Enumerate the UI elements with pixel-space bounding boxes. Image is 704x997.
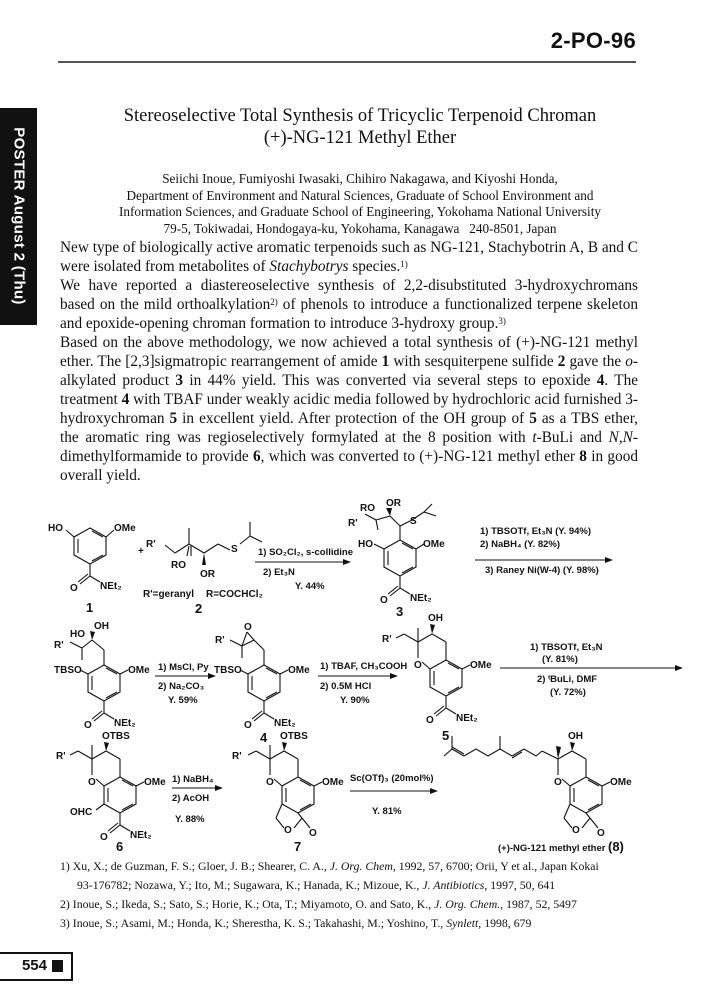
journal: J. Antibiotics bbox=[422, 878, 485, 892]
journal: Synlett bbox=[446, 916, 479, 930]
journal: J. Org. Chem. bbox=[434, 897, 501, 911]
condition: 1) MsCl, Py bbox=[158, 662, 209, 673]
compound-7-structure bbox=[232, 731, 344, 854]
text: of phenols to introduce a functionalized terpene skeleton and epoxide-opening chroman formation to introduce 3-hydroxy group. bbox=[60, 296, 638, 332]
label: OHC bbox=[70, 807, 93, 818]
label: O bbox=[309, 828, 317, 839]
author-names: Seiichi Inoue, Fumiyoshi Iwasaki, Chihiro Nakagawa, and Kiyoshi Honda, bbox=[162, 171, 558, 186]
compound-ref: 6 bbox=[253, 448, 261, 465]
italic-t: t bbox=[532, 429, 537, 446]
label: TBSO bbox=[214, 665, 242, 676]
label: OMe bbox=[322, 777, 344, 788]
compound-number: 4 bbox=[260, 730, 268, 745]
reference-1 bbox=[60, 857, 680, 876]
label: RO bbox=[171, 560, 186, 571]
label: O bbox=[597, 828, 605, 839]
text: in excellent yield. After protection of the OH group of bbox=[177, 410, 530, 427]
condition: 1) SO₂Cl₂, s-collidine bbox=[258, 547, 354, 558]
label: OR bbox=[200, 569, 215, 580]
label: O bbox=[100, 832, 108, 843]
label: OH bbox=[428, 613, 443, 624]
compound-3-structure bbox=[348, 498, 445, 619]
label: HO bbox=[70, 629, 85, 640]
side-tab bbox=[0, 108, 37, 325]
abstract-body bbox=[60, 238, 638, 485]
text: species. bbox=[348, 258, 401, 275]
ref-text: , 1997, 50, 641 bbox=[484, 878, 556, 892]
label: R' bbox=[56, 751, 66, 762]
paper-title bbox=[60, 105, 660, 149]
compound-ref: 3 bbox=[175, 372, 184, 389]
text: , which was converted to (+)-NG-121 methyl ether bbox=[260, 448, 580, 465]
compound-number: 5 bbox=[442, 728, 450, 743]
ref-text: , 1987, 52, 5497 bbox=[500, 897, 577, 911]
label: O bbox=[414, 660, 422, 671]
text: gave the bbox=[565, 353, 626, 370]
compound-name: (+)-NG-121 methyl ether bbox=[498, 843, 606, 854]
label: O bbox=[554, 777, 562, 788]
condition: 2) 0.5M HCl bbox=[320, 681, 372, 692]
reference-3 bbox=[60, 914, 680, 933]
affiliation-2: Information Sciences, and Graduate School of Engineering, Yokohama National University bbox=[119, 204, 601, 219]
ref-text: 1) Xu, X.; de Guzman, F. S.; Gloer, J. B.; Shearer, C. A., bbox=[60, 859, 330, 873]
arrowhead bbox=[430, 788, 438, 794]
compound-number: 7 bbox=[294, 839, 302, 854]
arrowhead bbox=[605, 557, 613, 563]
condition: 2) NaBH₄ (Y. 82%) bbox=[480, 539, 561, 550]
compound-ref: 1 bbox=[381, 353, 390, 370]
compound-8-structure bbox=[444, 731, 632, 854]
italic-nn: N,N bbox=[608, 429, 633, 446]
condition: 1) TBSOTf, Et₃N bbox=[530, 642, 603, 653]
label: NEt₂ bbox=[114, 718, 136, 729]
compound-number: 6 bbox=[116, 839, 124, 854]
label: NEt₂ bbox=[100, 581, 122, 592]
ref-text: 2) Inoue, S.; Ikeda, S.; Sato, S.; Horie, K.; Ota, T.; Miyamoto, O. and Sato, K., bbox=[60, 897, 435, 911]
label: O bbox=[84, 720, 92, 731]
compound-ref: 2 bbox=[557, 353, 566, 370]
label: OMe bbox=[114, 523, 136, 534]
text: with sesquiterpene sulfide bbox=[389, 353, 558, 370]
label: O bbox=[88, 777, 96, 788]
header-rule bbox=[58, 61, 636, 63]
text: -dimethylformamide to provide bbox=[60, 429, 638, 465]
compound-number: 2 bbox=[195, 601, 203, 616]
label: OTBS bbox=[280, 731, 308, 742]
label: NEt₂ bbox=[410, 593, 432, 604]
label: R=COCHCl₂ bbox=[206, 589, 263, 600]
arrowhead bbox=[390, 673, 398, 679]
label: OH bbox=[94, 621, 109, 632]
ref-marker: 1) bbox=[400, 259, 408, 269]
references bbox=[60, 857, 680, 933]
label: O bbox=[244, 622, 252, 633]
reference-1-cont bbox=[60, 876, 680, 895]
label: O bbox=[266, 777, 274, 788]
text: with TBAF under weakly acidic media followed by hydrochloric acid furnished 3-hydroxychroman bbox=[60, 391, 638, 427]
compound-2-structure bbox=[143, 522, 263, 616]
ref-text: 93-176782; Nozawa, Y.; Ito, M.; Sugawara, K.; Hanada, K.; Mizoue, K., bbox=[77, 878, 423, 892]
label: OMe bbox=[144, 777, 166, 788]
label: RO bbox=[360, 503, 375, 514]
condition: 3) Raney Ni(W-4) (Y. 98%) bbox=[485, 565, 599, 576]
label: S bbox=[410, 516, 417, 527]
italic-o: o bbox=[625, 353, 633, 370]
condition: 1) TBSOTf, Et₃N (Y. 94%) bbox=[480, 526, 592, 537]
compound-ref: 4 bbox=[121, 391, 130, 408]
label: NEt₂ bbox=[456, 713, 478, 724]
label: OMe bbox=[288, 665, 310, 676]
label: OMe bbox=[610, 777, 632, 788]
yield: (Y. 81%) bbox=[542, 654, 578, 665]
ref-text: , 1998, 679 bbox=[478, 916, 532, 930]
yield: (Y. 72%) bbox=[550, 687, 586, 698]
label: NEt₂ bbox=[274, 718, 296, 729]
compound-number: (8) bbox=[608, 839, 624, 854]
condition: 1) TBAF, CH₃COOH bbox=[320, 661, 408, 672]
text: Based on the above methodology, we now achieved a total synthesis of (+)-NG-121 methyl ether. The [2,3]sigmatropic rearrangement of amide bbox=[60, 334, 638, 370]
text: as a TBS ether, the aromatic ring was regioselectively formylated at the 8 position with bbox=[60, 410, 639, 446]
page-number: 554 bbox=[21, 957, 47, 974]
label: O bbox=[426, 715, 434, 726]
compound-1-structure bbox=[48, 523, 136, 615]
paragraph-2 bbox=[60, 276, 638, 333]
label: OTBS bbox=[102, 731, 130, 742]
text: We have reported a diastereoselective synthesis of 2,2-disubstituted 3-hydroxychromans based on the mild orthoalkylation bbox=[60, 277, 638, 313]
ref-marker: 2) bbox=[270, 297, 278, 307]
condition: 2) Et₃N bbox=[263, 567, 295, 578]
reaction-scheme bbox=[48, 498, 700, 854]
species-name: Stachybotrys bbox=[269, 258, 349, 275]
label: OMe bbox=[423, 539, 445, 550]
label: R' bbox=[348, 518, 358, 529]
diol-structure bbox=[54, 621, 150, 731]
reference-2 bbox=[60, 895, 680, 914]
label: S bbox=[231, 544, 238, 555]
label: R' bbox=[146, 539, 156, 550]
journal: J. Org. Chem bbox=[329, 859, 393, 873]
label: O bbox=[284, 825, 292, 836]
side-tab-label: POSTER August 2 (Thu) bbox=[10, 127, 28, 305]
text: -BuLi and bbox=[536, 429, 609, 446]
yield: Y. 88% bbox=[175, 814, 205, 825]
condition: 2) ᵗBuLi, DMF bbox=[537, 674, 598, 685]
compound-number: 3 bbox=[396, 604, 404, 619]
paragraph-1 bbox=[60, 238, 638, 276]
label: R' bbox=[54, 640, 64, 651]
label: O bbox=[70, 583, 78, 594]
arrowhead bbox=[675, 665, 683, 671]
poster-code: 2-PO-96 bbox=[550, 28, 636, 53]
authors-block bbox=[60, 171, 660, 237]
label: O bbox=[244, 720, 252, 731]
ref-text: , 1992, 57, 6700; Orii, Y et al., Japan Kokai bbox=[392, 859, 599, 873]
compound-ref: 8 bbox=[579, 448, 587, 465]
address: 79-5, Tokiwadai, Hondogaya-ku, Yokohama, Kanagawa 240-8501, Japan bbox=[163, 220, 557, 236]
ref-marker: 3) bbox=[498, 316, 506, 326]
text: in 44% yield. This was converted via several steps to epoxide bbox=[183, 372, 597, 389]
text: . The treatment bbox=[60, 372, 639, 408]
arrowhead bbox=[215, 785, 223, 791]
condition: 2) Na₂CO₃ bbox=[158, 681, 205, 692]
condition: 1) NaBH₄ bbox=[172, 774, 214, 785]
label: R' bbox=[382, 634, 392, 645]
yield: Y. 44% bbox=[295, 581, 325, 592]
label: R' bbox=[215, 635, 225, 646]
yield: Y. 59% bbox=[168, 695, 198, 706]
ref-text: 3) Inoue, S.; Asami, M.; Honda, K.; Sherestha, K. S.; Takahashi, M.; Yoshino, T., bbox=[60, 916, 447, 930]
compound-6-structure bbox=[56, 731, 166, 854]
compound-ref: 4 bbox=[596, 372, 605, 389]
label: OMe bbox=[128, 665, 150, 676]
text: in good overall yield. bbox=[60, 448, 639, 484]
black-square-marker bbox=[52, 960, 63, 972]
yield: Y. 81% bbox=[372, 806, 402, 817]
paragraph-3 bbox=[60, 333, 638, 485]
row-3 bbox=[56, 731, 632, 854]
label: R'=geranyl bbox=[143, 589, 195, 600]
condition: Sc(OTf)₃ (20mol%) bbox=[350, 773, 434, 784]
label: OH bbox=[568, 731, 583, 742]
title-line-2: (+)-NG-121 Methyl Ether bbox=[263, 128, 457, 148]
label: R' bbox=[232, 751, 242, 762]
label: HO bbox=[358, 539, 373, 550]
compound-ref: 5 bbox=[529, 410, 537, 427]
compound-4-structure bbox=[214, 622, 310, 745]
label: TBSO bbox=[54, 665, 82, 676]
text: -alkylated product bbox=[60, 353, 638, 389]
condition: 2) AcOH bbox=[172, 793, 210, 804]
arrowhead bbox=[343, 559, 351, 565]
title-line-1: Stereoselective Total Synthesis of Tricyclic Terpenoid Chroman bbox=[123, 106, 597, 126]
text: New type of biologically active aromatic terpenoids such as NG-121, Stachybotrin A, B and C were isolated from metabolites of bbox=[60, 239, 638, 275]
compound-5-structure bbox=[382, 613, 492, 743]
compound-ref: 5 bbox=[169, 410, 178, 427]
label: NEt₂ bbox=[130, 830, 152, 841]
affiliation-1: Department of Environment and Natural Sciences, Graduate of School Environment and bbox=[126, 187, 594, 203]
label: OMe bbox=[470, 660, 492, 671]
label: HO bbox=[48, 523, 63, 534]
label: O bbox=[380, 595, 388, 606]
compound-number: 1 bbox=[86, 600, 94, 615]
plus-sign: + bbox=[138, 546, 144, 557]
label: O bbox=[572, 825, 580, 836]
page-number-box bbox=[0, 952, 73, 981]
label: OR bbox=[386, 498, 401, 509]
yield: Y. 90% bbox=[340, 695, 370, 706]
